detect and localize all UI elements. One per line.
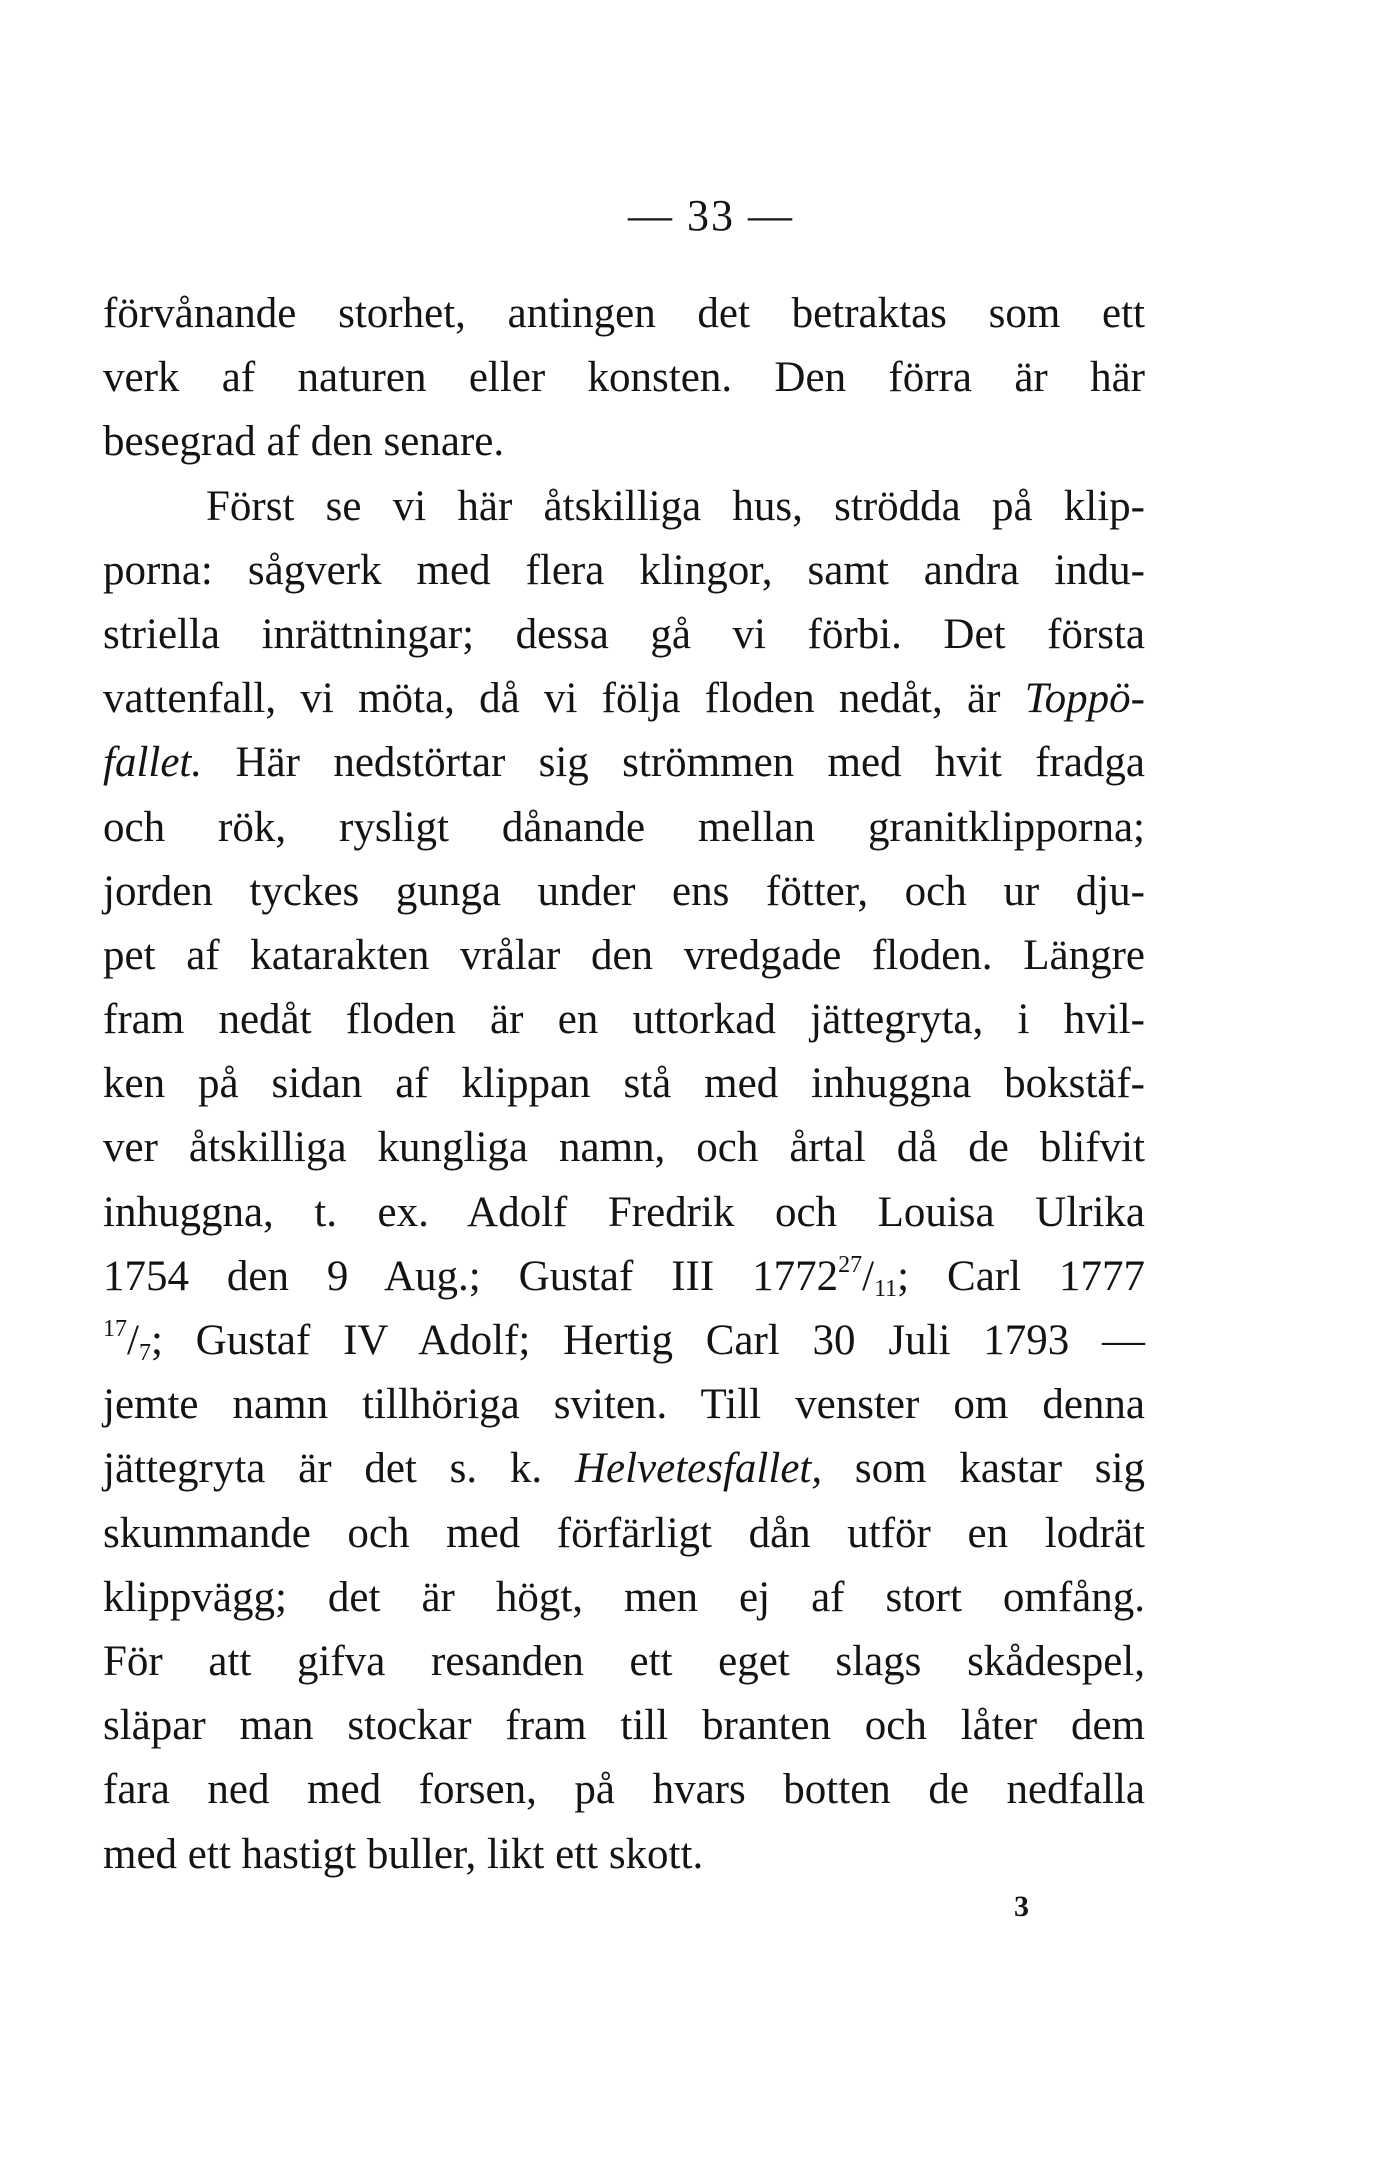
- text-line: striella inrättningar; dessa gå vi förbi. Det första: [103, 610, 1145, 658]
- fraction-slash: /: [862, 1252, 875, 1300]
- text-line: och rök, rysligt dånande mellan granitklipporna;: [103, 803, 1145, 851]
- date-fraction: [103, 1317, 151, 1364]
- fraction-denominator: 7: [138, 1340, 151, 1366]
- text-line: jemte namn tillhöriga sviten. Till venster om denna: [103, 1381, 1145, 1429]
- text-line: verk af naturen eller konsten. Den förra är här: [103, 354, 1145, 402]
- text-line: inhuggna, t. ex. Adolf Fredrik och Louisa Ulrika: [103, 1188, 1145, 1236]
- text-line: med ett hastigt buller, likt ett skott.: [103, 1830, 704, 1878]
- text-span: jättegryta är det s. k.: [103, 1445, 543, 1493]
- text-line: släpar man stockar fram till branten och låter dem: [103, 1702, 1145, 1750]
- text-line: [103, 667, 1145, 731]
- page-number-header: [0, 190, 1400, 241]
- signature-mark: 3: [1014, 1890, 1029, 1923]
- fraction-numerator: 27: [838, 1251, 863, 1278]
- text-line: ken på sidan af klippan stå med inhuggna bokstäf-: [103, 1060, 1145, 1108]
- text-span: 1754 den 9 Aug.; Gustaf III 1772: [103, 1252, 839, 1300]
- page-number-text: — 33 —: [628, 191, 794, 240]
- text-line: [103, 731, 1145, 795]
- text-line: förvånande storhet, antingen det betraktas som ett: [103, 290, 1145, 337]
- text-line: klippvägg; det är högt, men ej af stort omfång.: [103, 1573, 1145, 1621]
- text-line: pet af katarakten vrålar den vredgade floden. Längre: [103, 931, 1145, 979]
- text-span: Här nedstörtar sig strömmen med hvit fradga: [235, 739, 1145, 787]
- text-line: ver åtskilliga kungliga namn, och årtal då de blifvit: [103, 1124, 1145, 1172]
- italic-place-name: Helvetesfallet,: [574, 1445, 823, 1493]
- fraction-slash: /: [127, 1317, 139, 1364]
- text-line: [103, 1309, 1145, 1373]
- italic-place-name: Toppö-: [1024, 675, 1146, 723]
- date-fraction: [838, 1253, 897, 1300]
- text-line: fram nedåt floden är en uttorkad jättegryta, i hvil-: [103, 996, 1145, 1044]
- text-span: som kastar sig: [854, 1445, 1145, 1493]
- text-line: fara ned med forsen, på hvars botten de nedfalla: [103, 1766, 1145, 1814]
- text-span: ; Carl 1777: [897, 1252, 1145, 1300]
- fraction-numerator: 17: [103, 1316, 127, 1342]
- italic-place-name: fallet.: [103, 739, 203, 787]
- text-line: skummande och med förfärligt dån utför en lodrät: [103, 1509, 1145, 1557]
- text-span: vattenfall, vi möta, då vi följa floden nedåt, är: [103, 675, 1001, 723]
- fraction-denominator: 11: [874, 1275, 898, 1302]
- text-line: Först se vi här åtskilliga hus, strödda på klip-: [206, 482, 1145, 530]
- text-line: porna: sågverk med flera klingor, samt andra indu-: [103, 546, 1145, 594]
- text-line: [103, 1437, 1145, 1501]
- text-span: ; Gustaf IV Adolf; Hertig Carl 30 Juli 1793 —: [150, 1317, 1145, 1364]
- text-line: [103, 1245, 1145, 1309]
- body-text: [103, 282, 1145, 1887]
- text-line: För att gifva resanden ett eget slags skådespel,: [103, 1637, 1145, 1685]
- text-line: jorden tyckes gunga under ens fötter, och ur dju-: [103, 867, 1145, 915]
- text-line: besegrad af den senare.: [103, 418, 505, 466]
